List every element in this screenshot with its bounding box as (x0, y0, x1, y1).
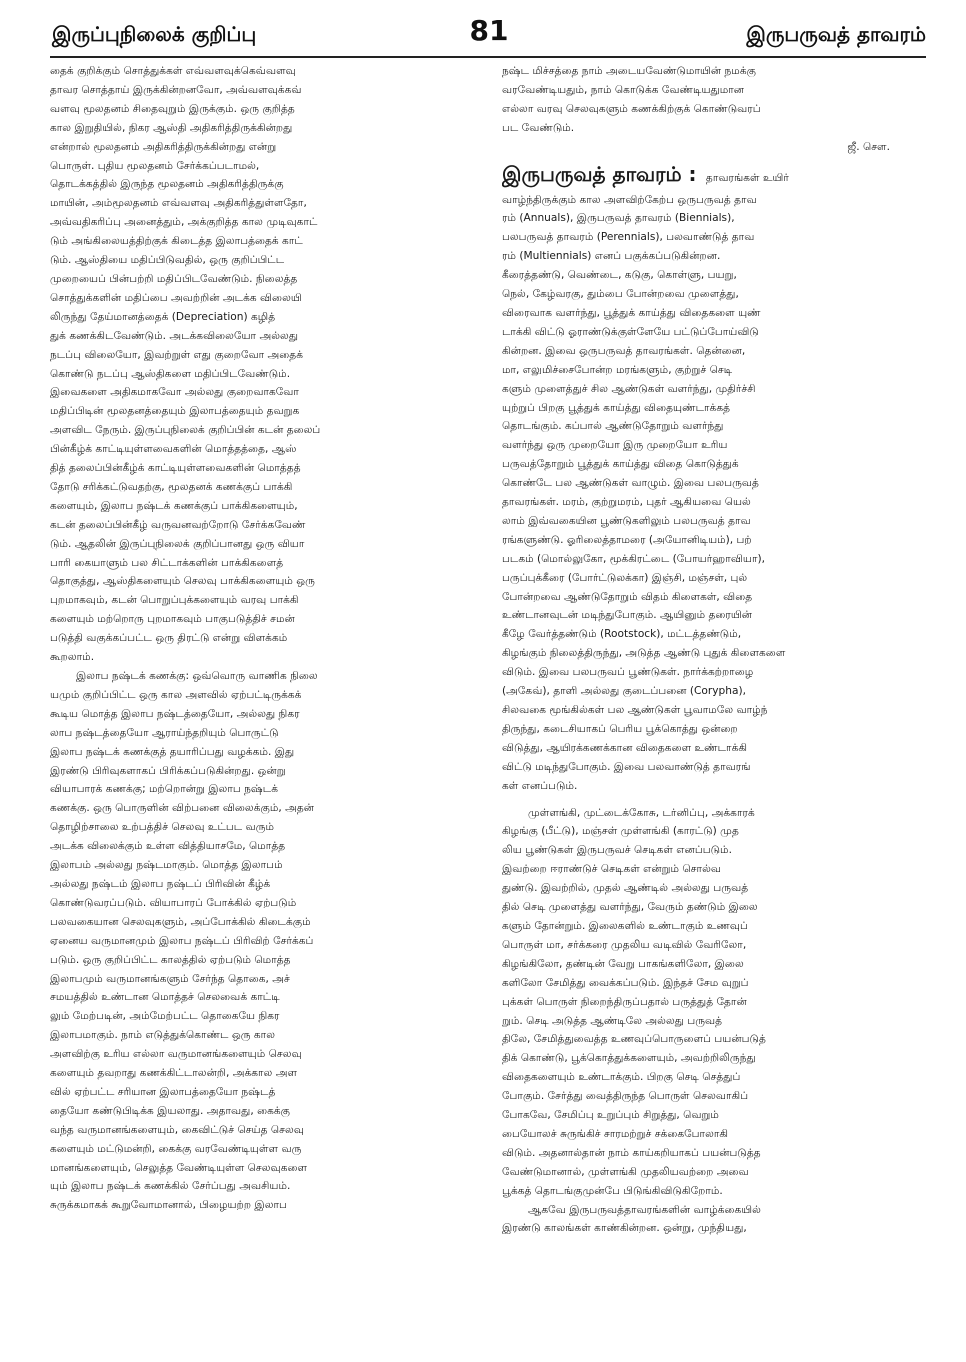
text-line: கொண்டே பல ஆண்டுகள் வாழும். இவை பலபருவத் (502, 477, 759, 490)
running-header (52, 14, 926, 56)
text-line: மானங்களையும், செலுத்த வேண்டியுள்ள செலவுகளை (50, 1161, 308, 1174)
text-line: யுற்றுப் பிறகு பூத்துக் காய்த்து விதையுண்டாக்கத் (502, 401, 730, 414)
text-line: களும் முளைத்துச் சில ஆண்டுகள் வளர்ந்து, முதிர்ச்சி (502, 382, 756, 395)
text-line: தாவரங்கள். மரம், குற்றுமரம், புதர் ஆகியவை யெல் (502, 496, 751, 509)
text-line: தொகுத்து, ஆஸ்திகளையும் செலவு பாக்கிகளையும் ஒரு (50, 575, 315, 588)
text-line: வளர்ந்து ஒரு முறையோ இரு முறையோ உரிய (502, 439, 728, 452)
text-line: திலே, சேமித்துவைத்த உணவுப்பொருளைப் பயன்படுத் (502, 1033, 766, 1046)
text-line: விடுத்து, ஆயிரக்கணக்கான விதைகளை உண்டாக்கி (502, 741, 748, 754)
text-line: தையோ கண்டுபிடிக்க இயலாது. அதாவது, கைக்கு (50, 1104, 290, 1117)
text-line: லாம் இவ்வகையின பூண்டுகளிலும் பலபருவத் தாவ (502, 514, 751, 527)
text-line: வரவேண்டியதும், நாம் கொடுக்க வேண்டியதுமான (502, 83, 745, 96)
text-line: எல்லா வரவு செலவுகளும் கணக்கிற்குக் கொண்டுவரப் (502, 102, 761, 115)
text-line: முறையைப் பின்பற்றி மதிப்பிடவேண்டும். நிலைத்த (50, 272, 298, 285)
text-line: மா, எலுமிச்சைபோன்ற மரங்களும், குற்றுச் செடி (502, 363, 733, 376)
text-line: வந்த வருமானங்களையும், கைவிட்டுச் செய்த செலவு (50, 1123, 304, 1136)
text-line: சிலவகை மூங்கில்கள் பல ஆண்டுகள் பூவாமலே வாழ்ந் (502, 704, 768, 716)
text-line: இலாபமும் வருமானங்களும் சேர்ந்த தொகை, அச் (50, 972, 290, 985)
text-line: அவ்வதிகரிப்பு அனைத்தும், அக்குறித்த கால முடிவுகாட் (50, 216, 318, 229)
text-line: ரம் (Multiennials) எனப் பகுக்கப்படுகின்றன. (502, 250, 721, 263)
text-line: வியாபாரக் கணக்கு; மற்றொன்று இலாப நஷ்டக் (50, 783, 278, 796)
text-line: களையும் தவறாது கணக்கிட்டாலன்றி, அக்கால அள (50, 1067, 298, 1080)
text-line: முள்ளங்கி, முட்டைக்கோசு, டர்னிப்பு, அக்காரக் (528, 806, 755, 819)
text-line: பின்கீழ்க் காட்டியுள்ளவைகளின் மொத்தத்தை, ஆஸ் (50, 443, 297, 456)
text-line: (அகேவ்), தாளி அல்லது குடைப்பனை (Corypha), (502, 685, 746, 698)
text-line: தொடக்கத்தில் இருந்த மூலதனம் அதிகரித்திருக்கு (50, 178, 284, 191)
text-line: கால இறுதியில், நிகர ஆஸ்தி அதிகரித்திருக்கின்றது (50, 121, 293, 134)
text-line: படுத்தி வகுக்கப்பட்ட ஒரு திரட்டு என்று விளக்கம் (50, 632, 288, 645)
text-line: லும் மேற்படின், அம்மேற்பட்ட தொகையே நிகர (50, 1010, 280, 1023)
text-line: தொடங்கும். கப்பால் ஆண்டுதோறும் வளர்ந்து (502, 420, 724, 433)
text-line: படகம் (மொல்லுகோ, மூக்கிரட்டை (போயர்ஹாவியா), (502, 552, 765, 565)
text-line: உண்டானவுடன் மடிந்துபோகும். ஆயினும் தரையின் (502, 609, 753, 622)
paragraph-life-duration (502, 191, 930, 796)
text-line: மதிப்பிடின் மூலதனத்தையும் இலாபத்தையும் தவறுக (50, 405, 300, 418)
text-line: இவைகளை அதிகமாகவோ அல்லது குறைவாகவோ (50, 386, 299, 399)
text-line: கீரைத்தண்டு, வெண்டை, கடுகு, கொள்ளு, பயறு, (502, 269, 737, 282)
text-line: டாக்கி விட்டு ஓராண்டுக்குள்ளேயே பட்டுப்போய்விடு (502, 325, 759, 338)
text-line: பொருள் மா, சர்க்கரை முதலிய வடிவில் வேரிலோ, (502, 938, 747, 951)
text-line: டும் அங்கிலையத்திற்குக் கிடைத்த இலாபத்தைக் காட் (50, 235, 303, 248)
text-line: விட்டு மடிந்துபோகும். இவை பலவாண்டுத் தாவரங் (502, 760, 751, 773)
text-line: றும். செடி அடுத்த ஆண்டிலே அல்லது பருவத் (502, 1014, 723, 1027)
text-line: லிய பூண்டுகள் இருபருவச் செடிகள் எனப்படும். (502, 844, 732, 857)
text-line: வளவு மூலதனம் சிதைவுறும் இருக்கும். ஒரு குறித்த (50, 102, 295, 115)
text-line: கீழே வேர்த்தண்டும் (Rootstock), மட்டத்தண்டும், (502, 628, 742, 641)
text-line: கிழங்கு (பீட்டு), மஞ்சள் முள்ளங்கி (காரட்டு) முத (502, 825, 739, 838)
author-signature: ஜீ. செள. (847, 140, 890, 153)
text-line: கிழங்கிலோ, தண்டின் வேறு பாகங்களிலோ, இலை (502, 957, 744, 970)
text-line: பட வேண்டும். (502, 121, 575, 134)
paragraph-biennials (502, 804, 930, 1201)
text-line: நஷ்ட மிச்சத்தை நாம் அடையவேண்டுமாயின் நமக்கு (502, 65, 756, 77)
text-line: போகும். சேர்த்து வைத்திருந்த பொருள் செலவாகிப் (502, 1090, 749, 1103)
text-line: வேண்டுமானால், முள்ளங்கி முதலியவற்றை அவை (502, 1165, 749, 1178)
text-line: களையும், இலாப நஷ்டக் கணக்குப் பாக்கிகளையும், (50, 499, 298, 512)
text-line: தொழிற்சாலை உற்பத்திச் செலவு உட்பட வரும் (50, 821, 275, 834)
left-column (50, 62, 482, 1354)
article-title: இருபருவத் தாவரம் : (502, 161, 697, 186)
text-line: கொண்டுவரப்படும். வியாபாரப் போக்கில் ஏற்படும் (50, 896, 297, 909)
text-line: வாழ்ந்திருக்கும் கால அளவிற்கேற்ப ஒருபருவத் தாவ (502, 193, 757, 206)
text-line: ரங்களுண்டு. ஓரிலைத்தாமரை (அயோனிடியம்), பற் (502, 533, 752, 546)
text-line: திக் கொண்டு, பூக்கொத்துக்களையும், அவற்றிலிருந்து (502, 1052, 756, 1065)
text-line: புறமாகவும், கடன் பொறுப்புக்களையும் வரவு பாக்கி (50, 594, 299, 607)
text-line: லிருந்து தேய்மானத்தைக் (Depreciation) கழித் (50, 310, 276, 323)
text-line: திருந்து, கடைசியாகப் பெரிய பூக்கொத்து ஒன்றை (502, 722, 738, 735)
text-line: பருப்புக்கீரை (போர்ட்டுலக்கா) இஞ்சி, மஞ்சள், புல் (502, 571, 748, 584)
text-line: களும் தோன்றும். இலைகளில் உண்டாகும் உணவுப் (502, 919, 748, 932)
paragraph-two-periods (502, 1201, 930, 1239)
running-title-left: இருப்புநிலைக் குறிப்பு (52, 22, 257, 46)
text-line: டும். ஆஸ்தியை மதிப்பிடுவதில், ஒரு குறிப்பிட்ட (50, 254, 285, 267)
text-line: களையும் மட்டுமன்றி, கைக்கு வரவேண்டியுள்ள வரு (50, 1142, 302, 1155)
text-line: கொண்டு நடப்பு ஆஸ்திகளை மதிப்பிடவேண்டும். (50, 367, 291, 380)
text-line: போகவே, சேமிப்பு உறுப்பும் சிறுத்து, வெறும் (502, 1109, 719, 1122)
text-line: இலாபம் அல்லது நஷ்டமாகும். மொத்த இலாபம் (50, 859, 283, 872)
text-line: வில் ஏற்பட்ட சரியான இலாபத்தையோ நஷ்டத் (50, 1085, 276, 1098)
text-line: களையும் மற்றொரு புறமாகவும் பாகுபடுத்திச் சமன் (50, 613, 295, 626)
header-rule (50, 56, 926, 58)
text-line: சொத்துக்களின் மதிப்பை அவற்றின் அடக்க விலையி (50, 291, 302, 304)
text-line: தித் தலைப்பின்கீழ்க் காட்டியுள்ளவைகளின் மொத்தத் (50, 462, 301, 475)
text-line: விடும். இவை பலபருவப் பூண்டுகள். நார்க்கற்றாழை (502, 666, 754, 679)
running-title-right: இருபருவத் தாவரம் (746, 22, 926, 46)
text-line: மாயின், அம்மூலதனம் எவ்வளவு அதிகரித்துள்ளதோ, (50, 197, 307, 210)
text-line: பருவத்தோறும் பூத்துக் காய்த்து விதை கொடுத்துக் (502, 458, 739, 471)
text-line: இரண்டு காலங்கள் காண்கின்றன. ஒன்று, முந்தியது, (502, 1222, 747, 1235)
text-line: கடன் தலைப்பின்கீழ் வருவனவற்றோடு சேர்க்கவேண் (50, 518, 306, 531)
text-line: சுருக்கமாகக் கூறுவோமானால், பிழையற்ற இலாப (50, 1199, 287, 1212)
right-column (502, 62, 930, 1354)
text-line: கின்றன. இவை ஒருபருவத் தாவரங்கள். தென்னை, (502, 344, 746, 357)
text-line: புக்கள் பொருள் நிறைந்திருப்பதால் பருத்துத் தோன் (502, 995, 747, 1008)
article-heading (502, 163, 930, 189)
text-line: இலாப நஷ்டக் கணக்குத் தயாரிப்பது வழக்கம். இது (50, 745, 295, 758)
text-line: ஆகவே இருபருவத்தாவரங்களின் வாழ்க்கையில் (528, 1203, 761, 1216)
text-line: சமயத்தில் உண்டான மொத்தச் செலவைக் காட்டி (50, 991, 280, 1004)
text-line: லாப நஷ்டத்தையோ ஆராய்ந்தறியும் பொருட்டு (50, 726, 279, 739)
text-line: தைக் குறிக்கும் சொத்துக்கள் எவ்வளவுக்கெவ்வளவு (50, 65, 296, 77)
text-line: விதைகளையும் உண்டாக்கும். பிறகு செடி செத்துப் (502, 1071, 741, 1084)
text-line: அல்லது நஷ்டம் இலாப நஷ்டப் பிரிவின் கீழ்க் (50, 877, 271, 890)
right-column-intro (502, 62, 930, 138)
text-line: தோடு சரிக்கட்டுவதற்கு, மூலதனக் கணக்குப் பாக்கி (50, 480, 293, 493)
text-line: அடக்க விலைக்கும் உள்ள வித்தியாசமே, மொத்த (50, 840, 286, 853)
text-line: பலவகையான செலவுகளும், அப்போக்கில் கிடைக்கும் (50, 915, 311, 928)
text-line: விடும். அதனால்தான் நாம் காய்கறியாகப் பயன்படுத்த (502, 1146, 761, 1159)
paragraph-gap (502, 796, 930, 804)
text-line: போன்றவை ஆண்டுதோறும் விதம் கிளைகள், விதை (502, 590, 753, 603)
text-line: துண்டு. இவற்றில், முதல் ஆண்டில் அல்லது பருவத் (502, 882, 749, 895)
text-line: விரைவாக வளர்ந்து, பூத்துக் காய்த்து விதைகளை யுண் (502, 306, 761, 319)
text-line: படும். ஒரு குறிப்பிட்ட காலத்தில் ஏற்படும் மொத்த (50, 953, 291, 966)
text-line: களிலோ சேமித்து வைக்கப்படும். இந்தச் சேம வுறுப் (502, 976, 749, 989)
text-line: ஏனைய வருமானமும் இலாப நஷ்டப் பிரிவிற் சேர்க்கப் (50, 934, 314, 947)
text-line: நடப்பு விலையோ, இவற்றுள் எது குறைவோ அதைக் (50, 348, 303, 361)
text-line: நெல், கேழ்வரகு, தும்பை போன்றவை முளைத்து, (502, 288, 739, 301)
text-line: பூக்கத் தொடங்குமுன்பே பிடுங்கிவிடுகிறோம். (502, 1184, 723, 1197)
text-line: என்றால் மூலதனம் அதிகரித்திருக்கின்றது என்று (50, 140, 277, 153)
text-line: இரண்டு பிரிவுகளாகப் பிரிக்கப்படுகின்றது. ஒன்று (50, 764, 286, 777)
text-line: இலாபமாகும். நாம் எடுத்துக்கொண்ட ஒரு கால (50, 1029, 275, 1042)
article-heading-continuation: தாவரங்கள் உயிர் (705, 171, 789, 184)
text-line: கணக்கு. ஒரு பொருளின் விற்பனை விலைக்கும், அதன் (50, 802, 315, 815)
text-line: யும் இலாப நஷ்டக் கணக்கில் சேர்ப்பது அவசியம். (50, 1180, 291, 1193)
text-line: யமும் குறிப்பிட்ட ஒரு கால அளவில் ஏற்பட்டிருக்கக் (50, 688, 302, 701)
text-line: பாரி கையாளும் பல சிட்டாக்களின் பாக்கிகளைத் (50, 556, 284, 569)
text-line: பையோலச் சுருங்கிச் சாரமற்றுச் சக்கைபோலாகி (502, 1127, 729, 1140)
text-line: டும். ஆதலின் இருப்புநிலைக் குறிப்பானது ஒரு வியா (50, 537, 305, 550)
text-line: பொருள். புதிய மூலதனம் சேர்க்கப்படாமல், (50, 159, 260, 172)
page-number: 81 (469, 14, 509, 47)
text-line: தில் செடி முளைத்து வளர்ந்து, வேரும் தண்டும் இலை (502, 901, 758, 914)
text-line: பலபருவத் தாவரம் (Perennials), பலவாண்டுத் தாவ (502, 231, 755, 244)
text-line: இவற்றை ஈராண்டுச் செடிகள் என்றும் சொல்வ (502, 863, 722, 876)
text-line: கள் எனப்படும். (502, 779, 578, 792)
text-line: துக் கணக்கிடவேண்டும். அடக்கவிலையோ அல்லது (50, 329, 299, 342)
text-line: தாவர சொத்தாய் இருக்கின்றனவோ, அவ்வளவுக்கவ் (50, 83, 302, 96)
text-line: அளவிட நேரும். இருப்புநிலைக் குறிப்பின் கடன் தலைப் (50, 424, 321, 437)
text-line: கிழங்கும் நிலைத்திருந்து, அடுத்த ஆண்டு புதுக் கிளைகளை (502, 647, 786, 660)
text-line: கூடிய மொத்த இலாப நஷ்டத்தையோ, அல்லது நிகர (50, 707, 300, 720)
text-line: கூறலாம். (50, 651, 95, 664)
text-line: ரம் (Annuals), இருபருவத் தாவரம் (Biennials), (502, 212, 735, 225)
text-line: அளவிற்கு உரிய எல்லா வருமானங்களையும் செலவு (50, 1048, 302, 1061)
text-line: இலாப நஷ்டக் கணக்கு: ஒவ்வொரு வாணிக நிலை (76, 670, 318, 682)
